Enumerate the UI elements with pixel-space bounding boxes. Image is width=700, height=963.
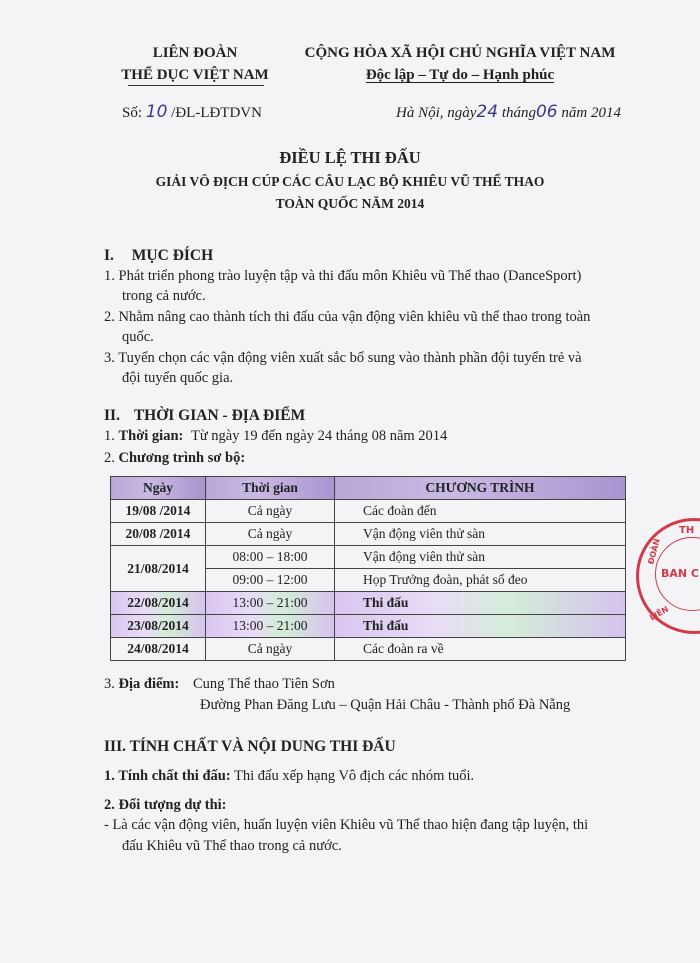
venue-line: 3. Địa điểm: Cung Thể thao Tiên Sơn xyxy=(104,676,335,692)
nature-line: 1. Tính chất thi đấu: Thi đấu xếp hạng Vô địch các nhóm tuổi. xyxy=(104,768,475,784)
purpose-item-1-line2: trong cả nước. xyxy=(122,288,206,304)
col-program-header: CHƯƠNG TRÌNH xyxy=(335,477,626,500)
section-2-heading: II. THỜI GIAN - ĐỊA ĐIỂM xyxy=(104,407,306,424)
program-label-line: 2. Chương trình sơ bộ: xyxy=(104,450,246,466)
subjects-line1: - Là các vận động viên, huấn luyện viên Khiêu vũ Thể thao hiện đang tập luyện, thi xyxy=(104,817,589,833)
document-number: Số: 10 /ĐL-LĐTDVN xyxy=(122,102,262,122)
document-title: ĐIỀU LỆ THI ĐẤU xyxy=(279,148,421,167)
table-row: 09:00 – 12:00 Họp Trưởng đoàn, phát số đeo xyxy=(111,569,626,592)
motto: Độc lập – Tự do – Hạnh phúc xyxy=(365,67,555,83)
table-row: 20/08 /2014 Cả ngày Vận động viên thử sàn xyxy=(111,523,626,546)
table-row: 21/08/2014 08:00 – 18:00 Vận động viên thử sàn xyxy=(111,546,626,569)
table-row: 22/08/2014 13:00 – 21:00 Thi đấu xyxy=(111,592,626,615)
venue-address: Đường Phan Đăng Lưu – Quận Hải Châu - Thành phố Đà Nẵng xyxy=(200,697,571,713)
document-subtitle-line2: TOÀN QUỐC NĂM 2014 xyxy=(275,196,425,211)
handwritten-day: 24 xyxy=(476,102,499,122)
handwritten-number: 10 xyxy=(145,102,168,122)
subjects-label: 2. Đối tượng dự thi: xyxy=(104,797,227,813)
table-row: 23/08/2014 13:00 – 21:00 Thi đấu xyxy=(111,615,626,638)
document-date: Hà Nội, ngày24 tháng06 năm 2014 xyxy=(396,102,621,122)
purpose-item-3-line1: 3. Tuyển chọn các vận động viên xuất sắc bổ sung vào thành phần đội tuyển trẻ và xyxy=(104,350,582,366)
handwritten-month: 06 xyxy=(535,102,558,122)
red-seal-stamp: TH BAN C ĐOÀN LIÊN xyxy=(636,518,700,634)
table-row: 24/08/2014 Cả ngày Các đoàn ra về xyxy=(111,638,626,661)
section-1-heading: I. MỤC ĐÍCH xyxy=(104,247,214,264)
purpose-item-1-line1: 1. Phát triển phong trào luyện tập và thi đấu môn Khiêu vũ Thể thao (DanceSport) xyxy=(104,268,582,284)
document-subtitle-line1: GIẢI VÔ ĐỊCH CÚP CÁC CÂU LẠC BỘ KHIÊU VŨ THỂ THAO xyxy=(155,174,545,189)
section-3-heading: III. TÍNH CHẤT VÀ NỘI DUNG THI ĐẤU xyxy=(104,738,396,755)
subjects-line2: đấu Khiêu vũ Thể thao trong cả nước. xyxy=(122,838,342,854)
col-time-header: Thời gian xyxy=(206,477,335,500)
schedule-table xyxy=(110,476,626,661)
col-date-header: Ngày xyxy=(111,477,206,500)
country-name: CỘNG HÒA XÃ HỘI CHỦ NGHĨA VIỆT NAM xyxy=(304,45,616,61)
issuer-line2: THỂ DỤC VIỆT NAM xyxy=(121,67,269,83)
purpose-item-2-line2: quốc. xyxy=(122,329,154,345)
purpose-item-2-line1: 2. Nhằm nâng cao thành tích thi đấu của vận động viên khiêu vũ thể thao trong toàn xyxy=(104,309,591,325)
purpose-item-3-line2: đội tuyển quốc gia. xyxy=(122,370,234,386)
table-header-row xyxy=(111,477,626,500)
table-row: 19/08 /2014 Cả ngày Các đoàn đến xyxy=(111,500,626,523)
issuer-block xyxy=(110,42,280,86)
time-line: 1. Thời gian: Từ ngày 19 đến ngày 24 tháng 08 năm 2014 xyxy=(104,428,448,444)
country-block xyxy=(300,42,620,86)
issuer-underline xyxy=(128,85,264,86)
issuer-line1: LIÊN ĐOÀN xyxy=(152,45,238,61)
